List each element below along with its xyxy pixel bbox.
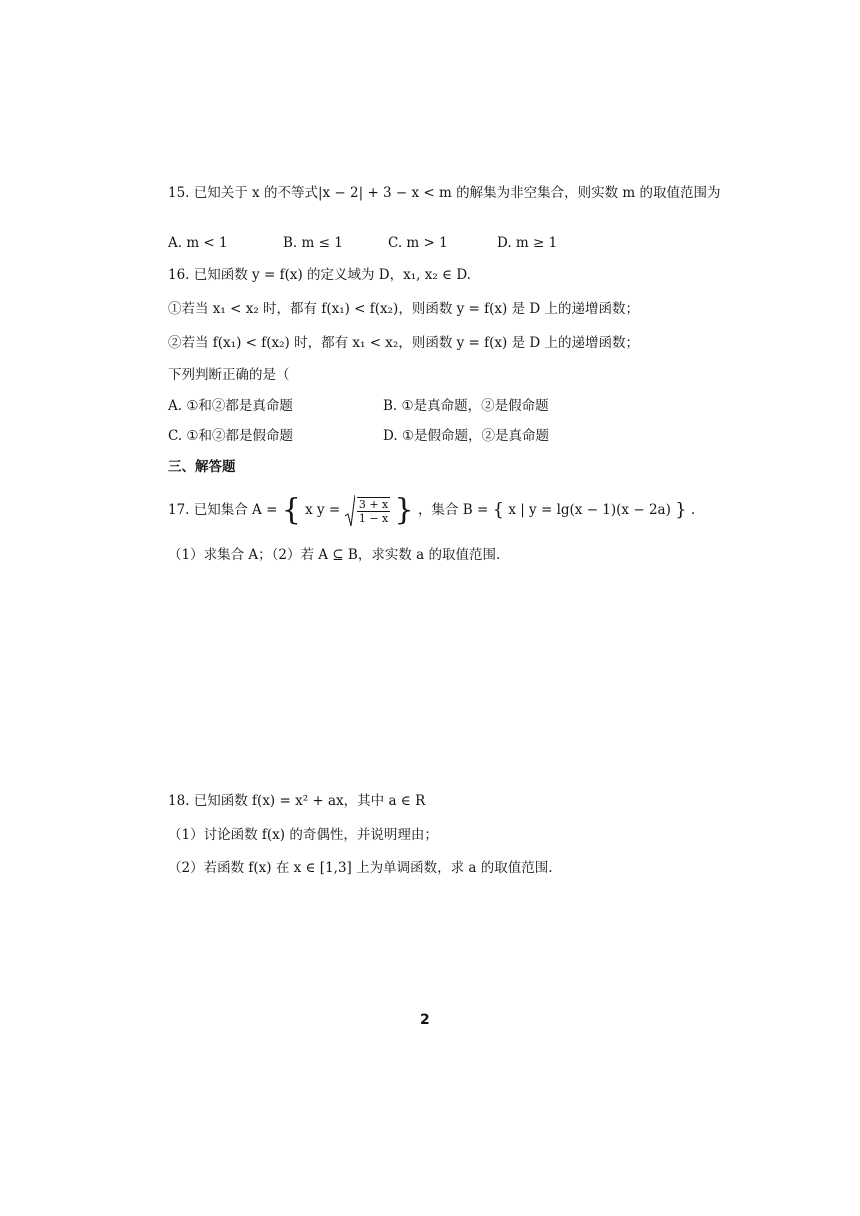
q16-option-b: B. ①是真命题，②是假命题 [383,398,549,414]
q16-option-a: A. ①和②都是真命题 [168,398,293,414]
q16-option-d: D. ①是假命题，②是真命题 [383,428,550,444]
q16-option-c: C. ①和②都是假命题 [168,428,294,444]
q18-part-1: （1）讨论函数 f(x) 的奇偶性，并说明理由； [168,827,438,843]
q17-fraction [357,497,390,525]
right-brace-icon: } [394,492,414,528]
q17-set-a-lhs: x y = [305,502,341,518]
q17-set-b: x | y = lg(x − 1)(x − 2a) [508,502,671,518]
q17-middle: ，集合 B = [417,502,489,518]
q16-proposition-1: ①若当 x₁ < x₂ 时，都有 f(x₁) < f(x₂)，则函数 y = f(x) 是 D 上的递增函数； [168,301,639,317]
right-brace-small-icon: } [675,499,687,521]
square-root-icon [345,491,355,531]
page-number: 2 [420,1012,430,1028]
q18-part-2: （2）若函数 f(x) 在 x ∈ [1,3] 上为单调函数，求 a 的取值范围. [168,860,553,876]
left-brace-small-icon: { [492,499,505,521]
left-brace-icon: { [281,492,301,528]
q17-prefix: 17. 已知集合 A = [168,502,278,518]
q15-option-c: C. m > 1 [388,235,448,251]
fraction-denominator: 1 − x [358,511,389,525]
q18-stem: 18. 已知函数 f(x) = x² + ax，其中 a ∈ R [168,793,426,809]
section-3-title: 三、解答题 [168,459,236,475]
q15-option-a: A. m < 1 [168,235,228,251]
q16-question: 下列判断正确的是（ [168,367,290,383]
q17-parts: （1）求集合 A；（2）若 A ⊆ B，求实数 a 的取值范围. [168,547,501,563]
q15-stem: 15. 已知关于 x 的不等式|x − 2| + 3 − x < m 的解集为非空集合，则实数 m 的取值范围为 [168,185,721,201]
q15-option-d: D. m ≥ 1 [497,235,558,251]
q17-stem [168,490,695,530]
q15-option-b: B. m ≤ 1 [283,235,343,251]
q17-end: . [690,502,696,518]
q16-stem: 16. 已知函数 y = f(x) 的定义域为 D，x₁, x₂ ∈ D. [168,267,471,283]
q16-proposition-2: ②若当 f(x₁) < f(x₂) 时，都有 x₁ < x₂，则函数 y = f(x) 是 D 上的递增函数； [168,335,639,351]
fraction-numerator: 3 + x [358,497,389,511]
